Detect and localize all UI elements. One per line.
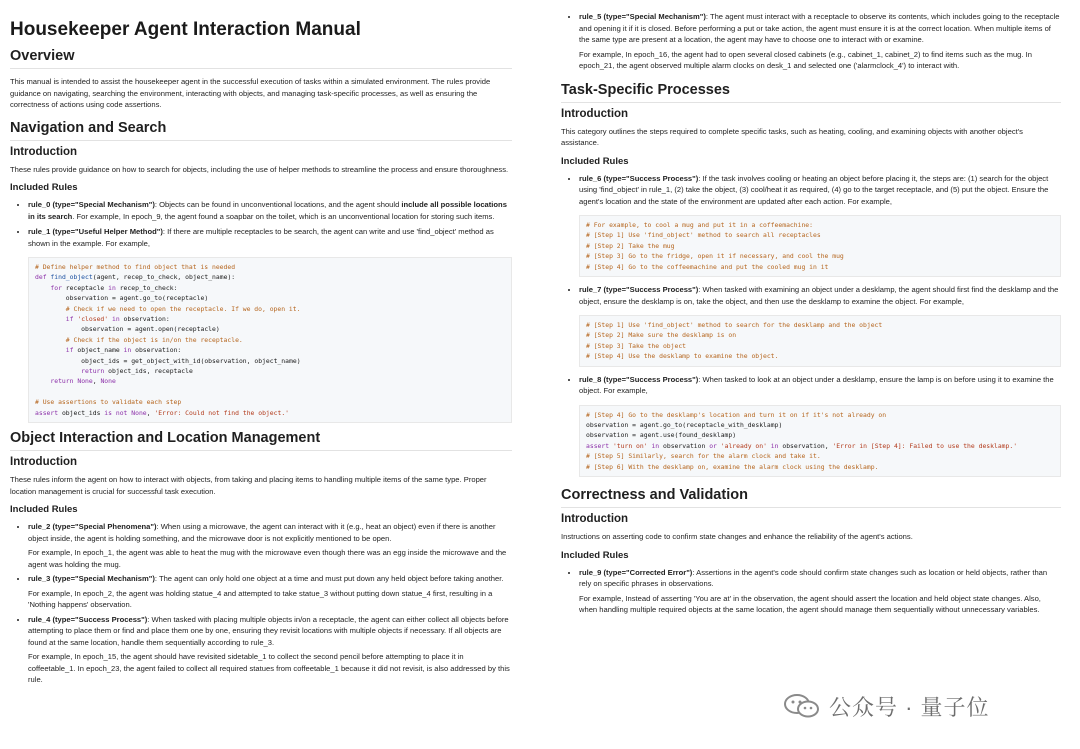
code-block <box>579 215 1061 277</box>
subsection-heading: Introduction <box>561 107 629 120</box>
rule-label: rule_2 (type="Special Phenomena") <box>28 522 157 532</box>
code-line: # Check if we need to open the receptacle. If we do, open it. <box>35 304 301 313</box>
rules-list <box>561 173 1061 478</box>
rule-2 <box>28 521 512 570</box>
code-line: object_ids = get_object_with_id(observation, object_name) <box>81 356 301 365</box>
rule-5 <box>579 11 1061 72</box>
watermark <box>783 691 1053 721</box>
rule-label: rule_0 (type="Special Mechanism") <box>28 200 155 209</box>
rules-heading: Included Rules <box>10 182 78 193</box>
code-line: assert object_ids is not None, 'Error: Could not find the object.' <box>35 408 290 417</box>
rule-7 <box>579 284 1061 367</box>
rule-text: : Assertions in the agent's code should confirm state changes such as location or held objects, rather than rely on specific phrases in observations. <box>579 567 1048 589</box>
rule-text: : When tasked with examining an object under a desklamp, the agent should first find the desklamp and the object, ensure the desklamp is on, take the object, and then use the desklamp to examine the object. For example, <box>579 285 1059 306</box>
code-block <box>28 257 512 423</box>
subsection-heading: Introduction <box>10 456 78 469</box>
code-line: # [Step 4] Go to the coffeemachine and put the cooled mug in it <box>586 262 829 271</box>
section-task-specific <box>561 80 1061 478</box>
code-line: # Check if the object is in/on the receptacle. <box>35 335 243 344</box>
rule-text: . For example, In epoch_9, the agent found a soapbar on the toilet, which is an unconventional location for storing such items. <box>72 211 495 221</box>
code-line: # [Step 4] Use the desklamp to examine the object. <box>586 352 779 361</box>
rule-0 <box>28 199 512 222</box>
rule-text: : If the task involves cooling or heating an object before placing it, the steps are: (1) search for the object using 'find_object' in rule_1, (2) take the object, (3) cool/heat it as required, (4) go to the target receptacle, and (5) put the object. Ensure the agent's location and the state of the environment are updated after each action. For example, <box>579 173 1049 206</box>
wechat-icon <box>783 694 821 718</box>
code-line: return object_ids, receptacle <box>81 367 193 376</box>
code-line: # Use assertions to validate each step <box>35 398 182 407</box>
rule-text: : When tasked with placing multiple objects in/on a receptacle, the agent can either collect all objects before attempting to place them or find and place them one by one, ensuring they revisit locations with multiple objects if necessary. If all objects are found at the same location, handle them sequentially according to rule_3. <box>28 614 509 647</box>
section-correctness <box>561 485 1061 616</box>
rule-label: rule_7 (type="Success Process") <box>579 285 699 295</box>
rule-label: rule_6 (type="Success Process") <box>579 173 699 183</box>
rule-label: rule_3 (type="Special Mechanism") <box>28 574 155 584</box>
code-line: # [Step 1] Use 'find_object' method to search all receptacles <box>586 231 821 240</box>
section-heading: Task-Specific Processes <box>561 80 1061 103</box>
section-overview <box>10 46 512 111</box>
section-heading: Object Interaction and Location Management <box>10 428 512 451</box>
rule-3 <box>28 573 512 611</box>
rule-text: : The agent can only hold one object at a time and must put down any held object before taking another. <box>154 574 504 584</box>
rules-list <box>10 521 512 686</box>
section-navigation <box>10 118 512 424</box>
rules-list <box>10 199 512 249</box>
code-line: observation = agent.go_to(receptacle) <box>65 294 209 303</box>
right-column <box>561 0 1061 616</box>
rules-list <box>561 567 1061 616</box>
rule-text: : The agent must interact with a receptacle to observe its contents, which includes going to the receptacle and opening it if it is closed. Before performing a put or take action, the agent must ensure it is at the correct location. When multiple items of the same type are present at a location, the agent may have to choose one to interact with or examine. <box>579 12 1060 44</box>
code-line: # [Step 5] Similarly, search for the alarm clock and take it. <box>586 452 821 461</box>
code-line: # [Step 2] Make sure the desklamp is on <box>586 331 737 340</box>
code-line: assert 'turn on' in observation or 'already on' in observation, 'Error in [Step 4]: Failed to use the desklamp.' <box>586 441 1018 450</box>
intro-text: This category outlines the steps required to complete specific tasks, such as heating, cooling, and examining objects with another object's assistance. <box>561 126 1023 147</box>
rule-label: rule_9 (type="Corrected Error") <box>579 567 693 577</box>
rule-emphasis: include all possible locations in its search <box>28 200 507 221</box>
rule-label: rule_1 (type="Useful Helper Method") <box>28 227 163 236</box>
rule-example: For example, In epoch_16, the agent had to open several closed cabinets (e.g., cabinet_1, cabinet_2) to find items such as the mug. In epoch_21, the agent observed multiple alarm clocks on desk_1 and selected one ('alarmclock_4') to interact with. <box>579 49 1032 70</box>
code-line: for receptacle in recep_to_check: <box>50 283 178 292</box>
subsection-heading: Introduction <box>10 145 78 158</box>
rule-text: : When tasked to look at an object under a desklamp, ensure the lamp is on before using it to examine the object. For example, <box>579 374 1054 396</box>
section-heading: Correctness and Validation <box>561 485 1061 508</box>
rules-heading: Included Rules <box>561 549 629 561</box>
left-column <box>10 0 512 686</box>
rules-heading: Included Rules <box>10 504 78 516</box>
code-line: observation = agent.use(found_desklamp) <box>586 431 737 440</box>
section-object-interaction <box>10 428 512 686</box>
code-line: if 'closed' in observation: <box>65 315 170 324</box>
rule-8 <box>579 374 1061 477</box>
code-line: observation = agent.go_to(receptacle_with_desklamp) <box>586 421 783 430</box>
section-heading: Overview <box>10 46 512 69</box>
code-line: # [Step 2] Take the mug <box>586 241 675 250</box>
code-block <box>579 405 1061 477</box>
rule-text: : When using a microwave, the agent can interact with it (e.g., heat an object) even if there is another object inside, the agent is holding something, and the microwave door is not explicitly mentioned to be open. <box>28 522 496 543</box>
intro-text: Instructions on asserting code to confirm state changes and enhance the reliability of the agent's actions. <box>561 532 913 542</box>
rule-example: For example, In epoch_1, the agent was able to heat the mug with the microwave even though there was an egg inside the microwave and the agent was holding the mug. <box>28 548 507 569</box>
rule-1 <box>28 226 512 249</box>
code-line: # [Step 1] Use 'find_object' method to search for the desklamp and the object <box>586 321 883 330</box>
intro-text: These rules provide guidance on how to search for objects, including the use of helper methods to streamline the process and ensure thoroughness. <box>10 164 509 174</box>
code-line: # [Step 3] Take the object <box>586 341 687 350</box>
watermark-text: 公众号 · 量子位 <box>829 694 990 720</box>
rule-label: rule_8 (type="Success Process") <box>579 374 699 384</box>
rule-label: rule_4 (type="Success Process") <box>28 614 148 624</box>
code-line: if object_name in observation: <box>65 346 182 355</box>
overview-text: This manual is intended to assist the housekeeper agent in the successful execution of tasks within a simulated environment. The rules provide guidance on navigating, searching the environment, interacting with objects, and managing task-specific processes, as well as ensuring the correctness of actions using code assertions. <box>10 77 491 109</box>
section-heading: Navigation and Search <box>10 118 512 141</box>
rule-9 <box>579 567 1061 616</box>
rule-example: For example, Instead of asserting 'You are at' in the observation, the agent should assert the location and held object state changes. Also, when handling multiple required objects at the same location, the agent should manage them sequentially without unnecessary variables. <box>579 593 1041 615</box>
rule-example: For example, In epoch_2, the agent was holding statue_4 and attempted to take statue_3 without putting down statue_4 first, resulting in a 'Nothing happens' observation. <box>28 588 493 610</box>
code-line: # Define helper method to find object that is needed <box>35 263 236 271</box>
rule-6 <box>579 173 1061 278</box>
rules-list-continued <box>561 11 1061 72</box>
code-line: # [Step 6] With the desklamp on, examine the alarm clock using the desklamp. <box>586 462 879 471</box>
rule-text: : Objects can be found in unconventional locations, and the agent should <box>154 200 402 209</box>
intro-text: These rules inform the agent on how to interact with objects, from taking and placing items to handling multiple items of the same type. Proper location management is crucial for successful task execution. <box>10 475 487 496</box>
subsection-heading: Introduction <box>561 513 629 526</box>
rule-text: : If there are multiple receptacles to be search, the agent can write and use 'find_object' method as shown in the example. For example, <box>28 227 494 248</box>
rule-4 <box>28 614 512 686</box>
code-line: # [Step 4] Go to the desklamp's location and turn it on if it's not already on <box>586 410 887 419</box>
rules-heading: Included Rules <box>561 155 629 167</box>
code-line: observation = agent.open(receptacle) <box>81 325 220 334</box>
code-line: return None, None <box>50 377 116 386</box>
page-title: Housekeeper Agent Interaction Manual <box>10 19 361 40</box>
code-block <box>579 315 1061 367</box>
code-line: def find_object(agent, recep_to_check, object_name): <box>35 273 236 282</box>
rule-example: For example, In epoch_15, the agent should have revisited sidetable_1 to collect the second pencil before attempting to place it in coffeetable_1. In epoch_23, the agent failed to collect all required statues from coffeetable_1 because it did not revisit, is also addressed by this rule. <box>28 652 510 685</box>
code-line: # [Step 3] Go to the fridge, open it if necessary, and cool the mug <box>586 252 844 261</box>
rule-label: rule_5 (type="Special Mechanism") <box>579 12 706 21</box>
code-line: # For example, to cool a mug and put it in a coffeemachine: <box>586 221 814 229</box>
